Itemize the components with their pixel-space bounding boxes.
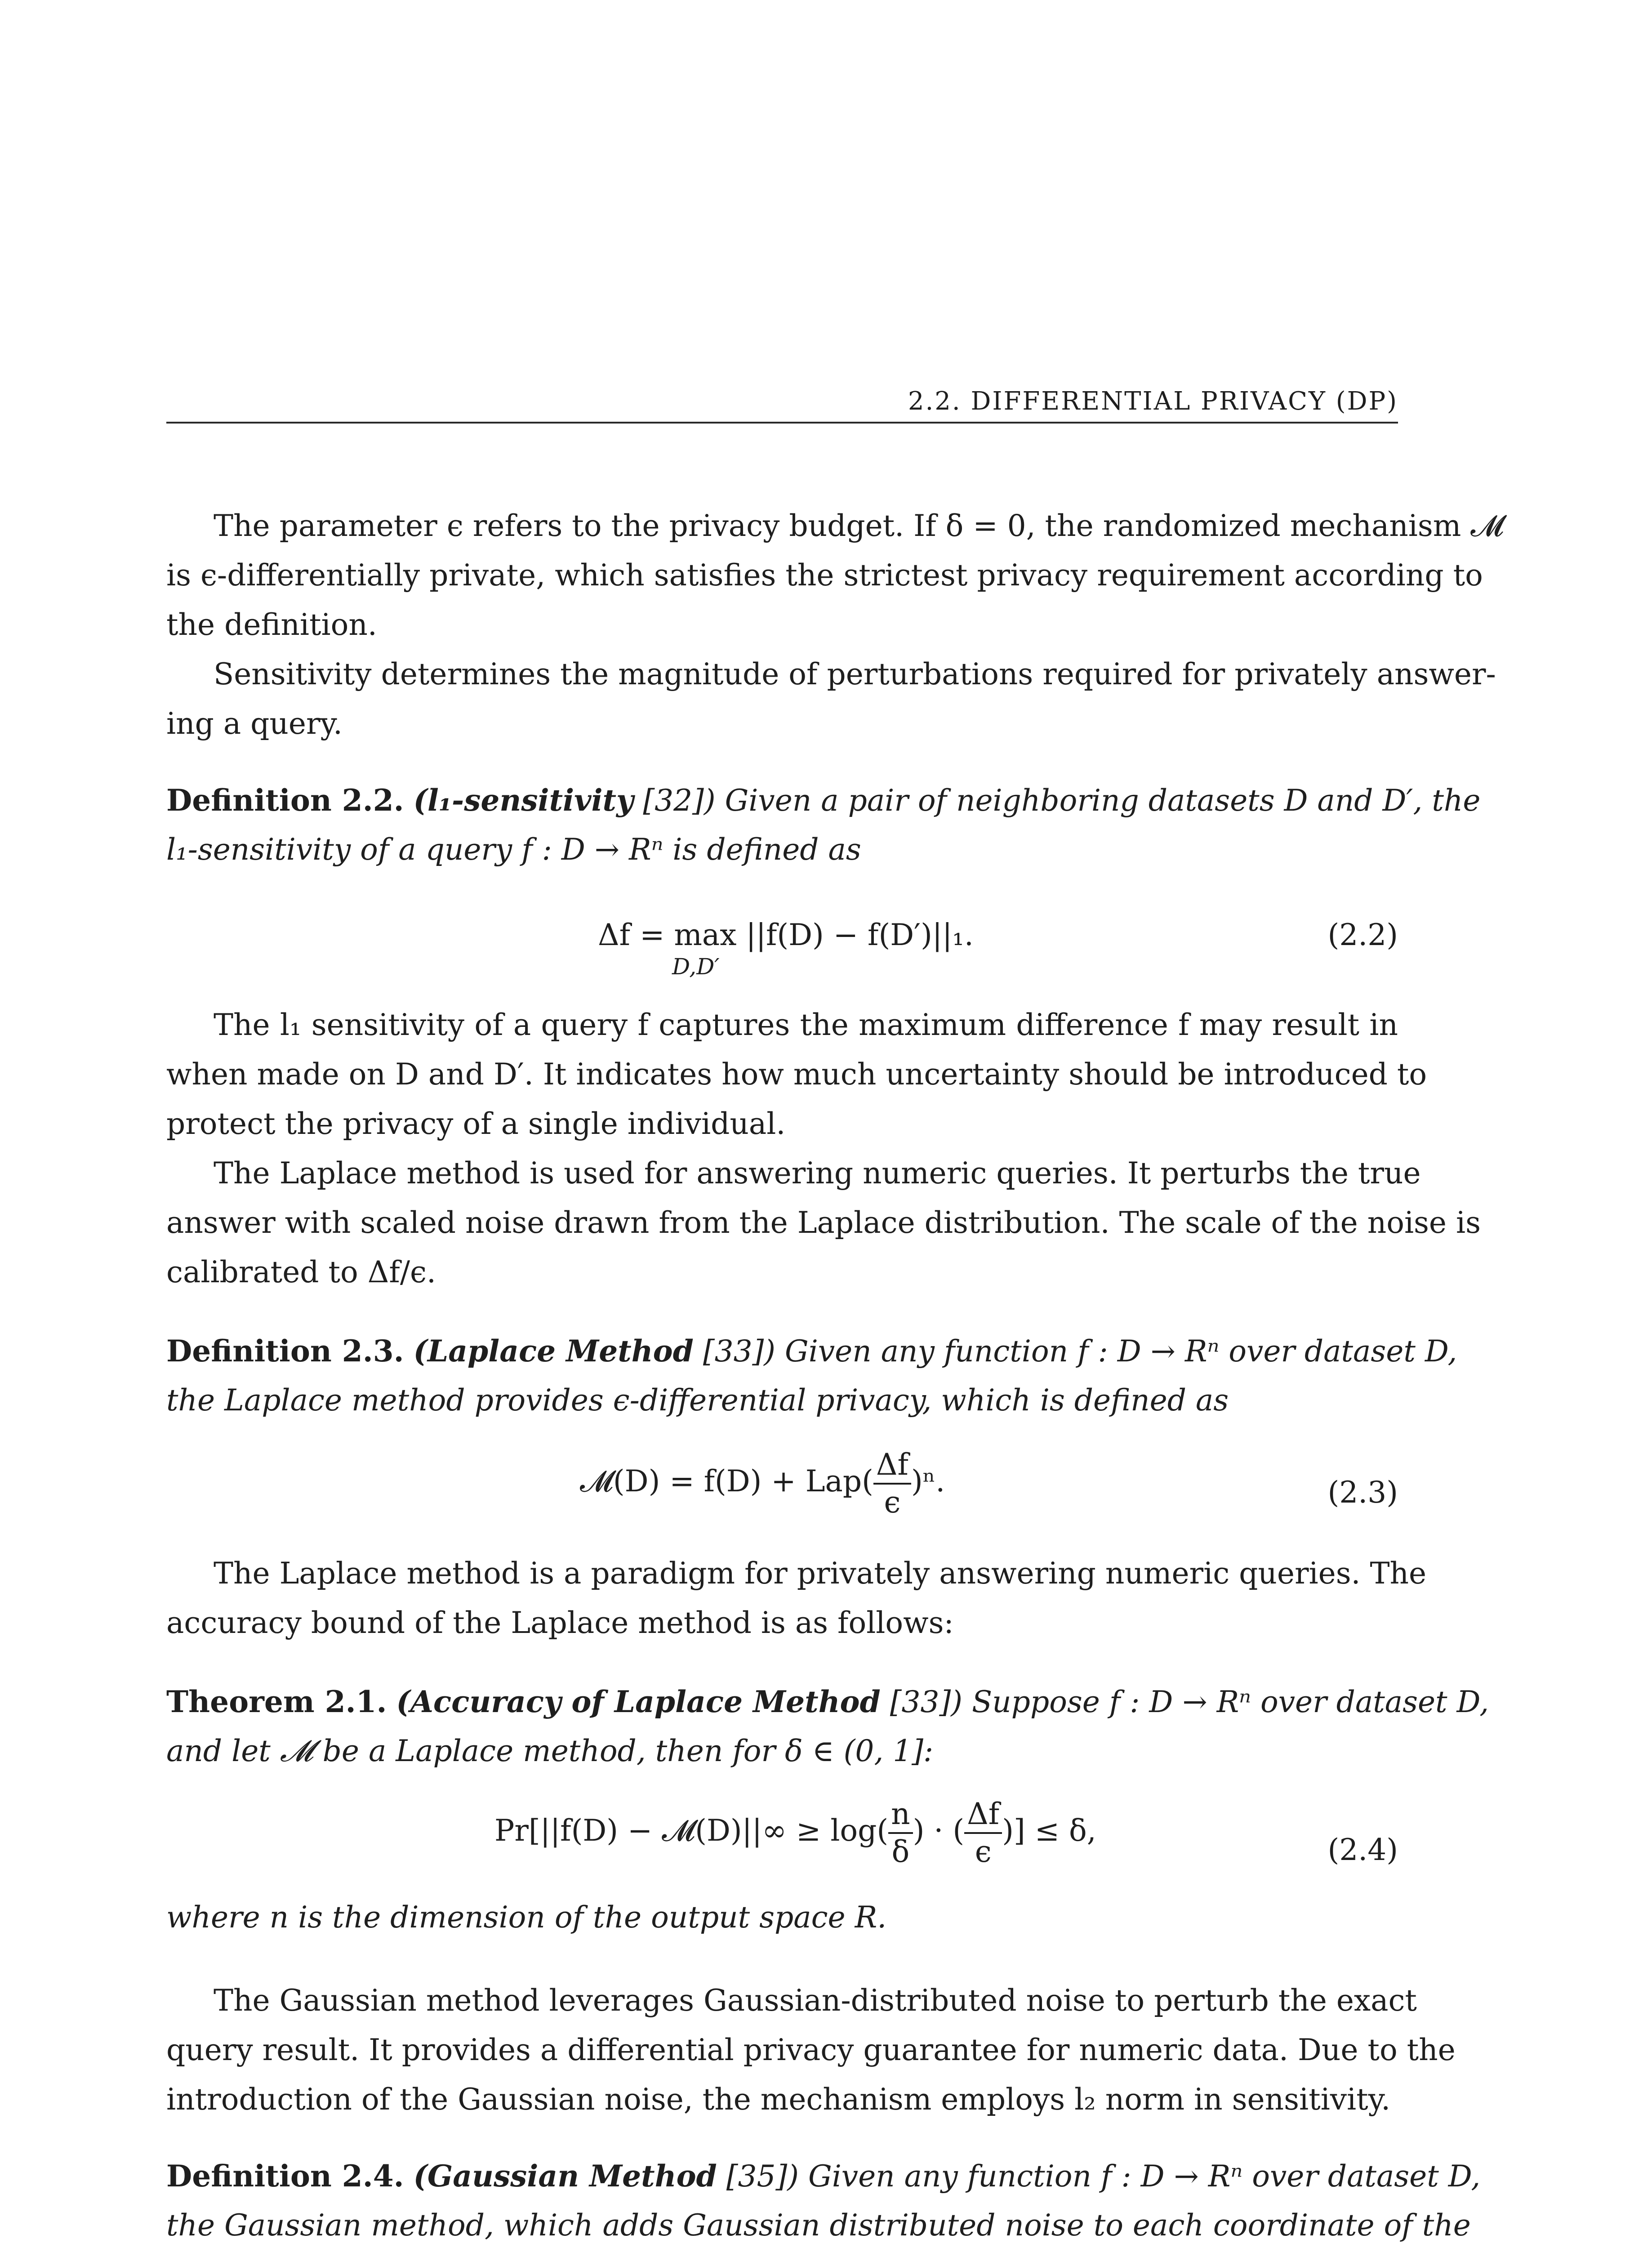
definition-2-4-label: Definition 2.4. <box>166 2159 404 2194</box>
para3-line1: The l₁ sensitivity of a query f captures the maximum difference f may result in <box>214 1008 1398 1042</box>
para1-line1: The parameter ϵ refers to the privacy budget. If δ = 0, the randomized mechanism 𝓜 <box>214 508 1504 543</box>
para5-line1: The Laplace method is a paradigm for privately answering numeric queries. The <box>214 1556 1427 1591</box>
definition-2-3-line2: the Laplace method provides ϵ-differential privacy, which is defined as <box>166 1383 1229 1418</box>
para5-line2: accuracy bound of the Laplace method is as follows: <box>166 1606 954 1640</box>
running-header: 2.2. DIFFERENTIAL PRIVACY (DP) <box>908 387 1398 416</box>
equation-2-4-fraction-2: $\frac{\Delta f}{\epsilon}$ <box>964 1796 1002 1870</box>
para4-line2: answer with scaled noise drawn from the Laplace distribution. The scale of the noise is <box>166 1205 1481 1240</box>
para4-line1: The Laplace method is used for answering numeric queries. It perturbs the true <box>214 1156 1421 1191</box>
theorem-2-1-title: (Accuracy of Laplace Method <box>396 1684 881 1719</box>
equation-2-3-body: 𝓜(D) = f(D) + Lap( $\frac{\Delta f}{\epsilon}$ )ⁿ. <box>580 1447 945 1520</box>
theorem-2-1-text: Suppose f : D → Rⁿ over dataset D, <box>971 1685 1489 1719</box>
para1-line2: is ϵ-differentially private, which satisfies the strictest privacy requirement according to <box>166 558 1483 593</box>
definition-2-2-cite: [32]) <box>643 783 716 818</box>
equation-2-3-fraction: $\frac{\Delta f}{\epsilon}$ <box>873 1447 911 1521</box>
equation-2-4-body: Pr[||f(D) − 𝓜(D)||∞ ≥ log( $\frac{n}{\delta}$ ) · ( $\frac{\Delta f}{\epsilon}$ )] ≤ δ, <box>494 1797 1096 1869</box>
theorem-2-1-line2: and let 𝓜 be a Laplace method, then for δ ∈ (0, 1]: <box>166 1734 934 1768</box>
header-rule <box>166 422 1398 424</box>
definition-2-4-text: Given any function f : D → Rⁿ over dataset D, <box>808 2159 1481 2194</box>
definition-2-3-line1 <box>166 1333 1457 1369</box>
definition-2-4-cite: [35]) <box>726 2159 799 2194</box>
equation-2-4-fraction-1: $\frac{n}{\delta}$ <box>888 1796 913 1870</box>
equation-2-3 <box>166 1448 1398 1538</box>
definition-2-4-line1 <box>166 2158 1481 2194</box>
para2-line1: Sensitivity determines the magnitude of perturbations required for privately answer- <box>214 657 1496 691</box>
theorem-2-1-label: Theorem 2.1. <box>166 1684 387 1719</box>
para4-line3: calibrated to Δf/ϵ. <box>166 1255 436 1289</box>
definition-2-2-line1 <box>166 782 1481 819</box>
definition-2-2-label: Definition 2.2. <box>166 783 404 818</box>
para3-line3: protect the privacy of a single individual. <box>166 1106 786 1141</box>
theorem-2-1-cite: [33]) <box>890 1685 962 1719</box>
definition-2-4-title: (Gaussian Method <box>413 2159 717 2194</box>
definition-2-3-title: (Laplace Method <box>413 1334 694 1369</box>
theorem-2-1-line1 <box>166 1684 1489 1720</box>
definition-2-3-text: Given any function f : D → Rⁿ over dataset D, <box>785 1334 1457 1369</box>
equation-2-2-subscript: D,D′ <box>672 954 720 980</box>
para3-line2: when made on D and D′. It indicates how much uncertainty should be introduced to <box>166 1057 1427 1092</box>
equation-2-2-number: (2.2) <box>1327 918 1398 952</box>
equation-2-2-body: Δf = max ||f(D) − f(D′)||₁. <box>598 918 974 952</box>
para2-line2: ing a query. <box>166 706 343 741</box>
equation-2-2 <box>166 917 1398 989</box>
definition-2-3-cite: [33]) <box>703 1334 776 1369</box>
para6-line2: query result. It provides a differential privacy guarantee for numeric data. Due to the <box>166 2033 1456 2067</box>
definition-2-4-line2: the Gaussian method, which adds Gaussian distributed noise to each coordinate of the <box>166 2208 1471 2243</box>
definition-2-2-title: (l₁-sensitivity <box>413 783 634 818</box>
theorem-2-1-after: where n is the dimension of the output space R. <box>166 1900 887 1935</box>
para6-line3: introduction of the Gaussian noise, the mechanism employs l₂ norm in sensitivity. <box>166 2082 1391 2117</box>
equation-2-4 <box>166 1796 1398 1886</box>
definition-2-2-line2: l₁-sensitivity of a query f : D → Rⁿ is defined as <box>166 832 861 867</box>
definition-2-2-text: Given a pair of neighboring datasets D and D′, the <box>725 783 1481 818</box>
equation-2-3-number: (2.3) <box>1327 1475 1398 1510</box>
para6-line1: The Gaussian method leverages Gaussian-distributed noise to perturb the exact <box>214 1983 1417 2018</box>
definition-2-3-label: Definition 2.3. <box>166 1334 404 1369</box>
para1-line3: the definition. <box>166 607 377 642</box>
equation-2-4-number: (2.4) <box>1327 1833 1398 1867</box>
